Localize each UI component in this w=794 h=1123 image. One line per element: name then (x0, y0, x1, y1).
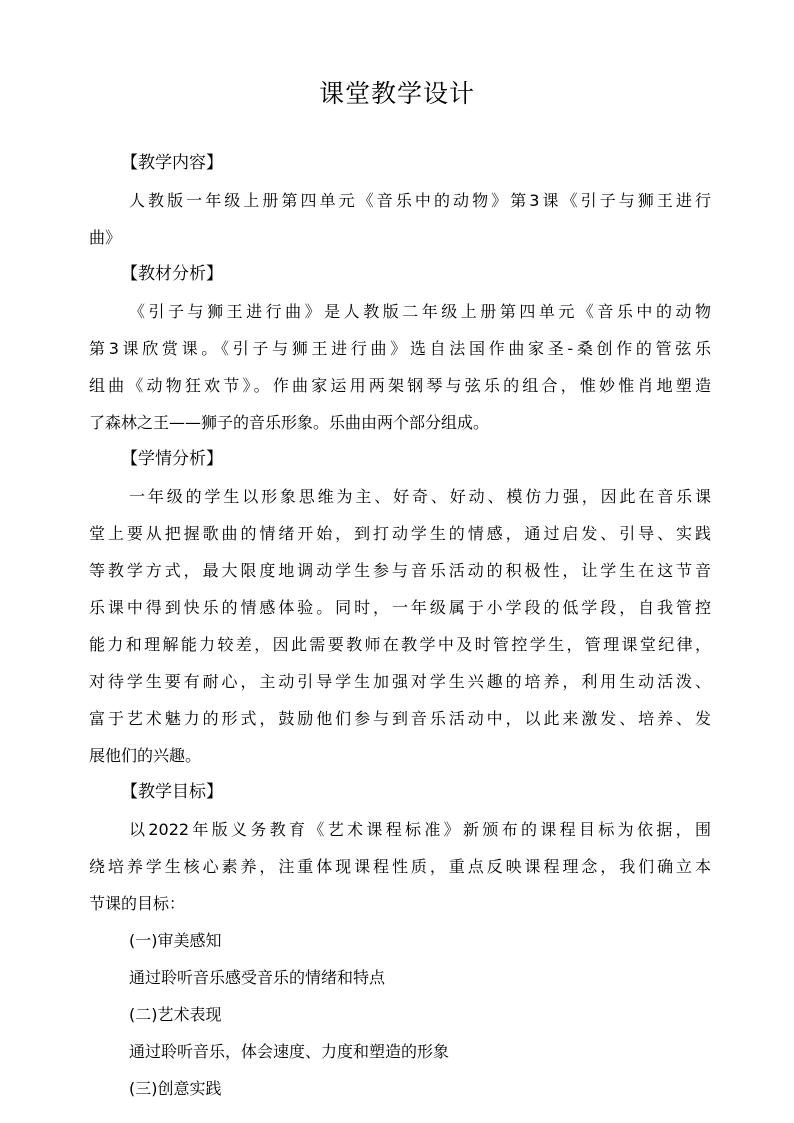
paragraph-line: 《引子与狮王进行曲》是人教版二年级上册第四单元《音乐中的动物 (129, 302, 711, 321)
goal-subheading-expression: (二)艺术表现 (129, 1005, 222, 1024)
paragraph-line: 堂上要从把握歌曲的情绪开始，到打动学生的情感，通过启发、引导、实践 (89, 524, 711, 543)
paragraph-line: 节课的目标： (89, 894, 186, 913)
paragraph-line: 展他们的兴趣。 (89, 746, 202, 765)
goal-subheading-aesthetic: (一)审美感知 (129, 931, 222, 950)
paragraph-line: 一年级的学生以形象思维为主、好奇、好动、模仿力强，因此在音乐课 (129, 487, 711, 506)
section-heading-material-analysis: 【教材分析】 (121, 264, 223, 284)
section-heading-teaching-goals: 【教学目标】 (121, 782, 223, 802)
paragraph-line: 能力和理解能力较差，因此需要教师在教学中及时管控学生，管理课堂纪律， (89, 635, 711, 654)
paragraph-line: 第3课欣赏课。《引子与狮王进行曲》选自法国作曲家圣-桑创作的管弦乐 (89, 339, 711, 358)
page-title: 课堂教学设计 (318, 79, 475, 108)
paragraph-line: 组曲《动物狂欢节》。作曲家运用两架钢琴与弦乐的组合，惟妙惟肖地塑造 (89, 376, 711, 395)
paragraph-line: 等教学方式，最大限度地调动学生参与音乐活动的积极性，让学生在这节音 (89, 561, 711, 580)
paragraph-line: 曲》 (89, 228, 122, 247)
goal-subheading-practice: (三)创意实践 (129, 1079, 222, 1098)
section-heading-student-analysis: 【学情分析】 (121, 449, 223, 469)
goal-description: 通过聆听音乐，体会速度、力度和塑造的形象 (129, 1042, 450, 1061)
paragraph-line: 富于艺术魅力的形式，鼓励他们参与到音乐活动中，以此来激发、培养、发 (89, 709, 711, 728)
paragraph-line: 了森林之王——狮子的音乐形象。乐曲由两个部分组成。 (89, 413, 490, 432)
goal-description: 通过聆听音乐感受音乐的情绪和特点 (129, 968, 386, 987)
paragraph-line: 对待学生要有耐心，主动引导学生加强对学生兴趣的培养，利用生动活泼、 (89, 672, 711, 691)
paragraph-line: 以2022年版义务教育《艺术课程标准》新颁布的课程目标为依据，围 (129, 820, 711, 839)
paragraph-line: 绕培养学生核心素养，注重体现课程性质，重点反映课程理念，我们确立本 (89, 857, 711, 876)
paragraph-line: 人教版一年级上册第四单元《音乐中的动物》第3课《引子与狮王进行 (129, 191, 711, 210)
section-heading-teaching-content: 【教学内容】 (121, 153, 223, 173)
paragraph-line: 乐课中得到快乐的情感体验。同时，一年级属于小学段的低学段，自我管控 (89, 598, 711, 617)
document-body (89, 145, 711, 1107)
